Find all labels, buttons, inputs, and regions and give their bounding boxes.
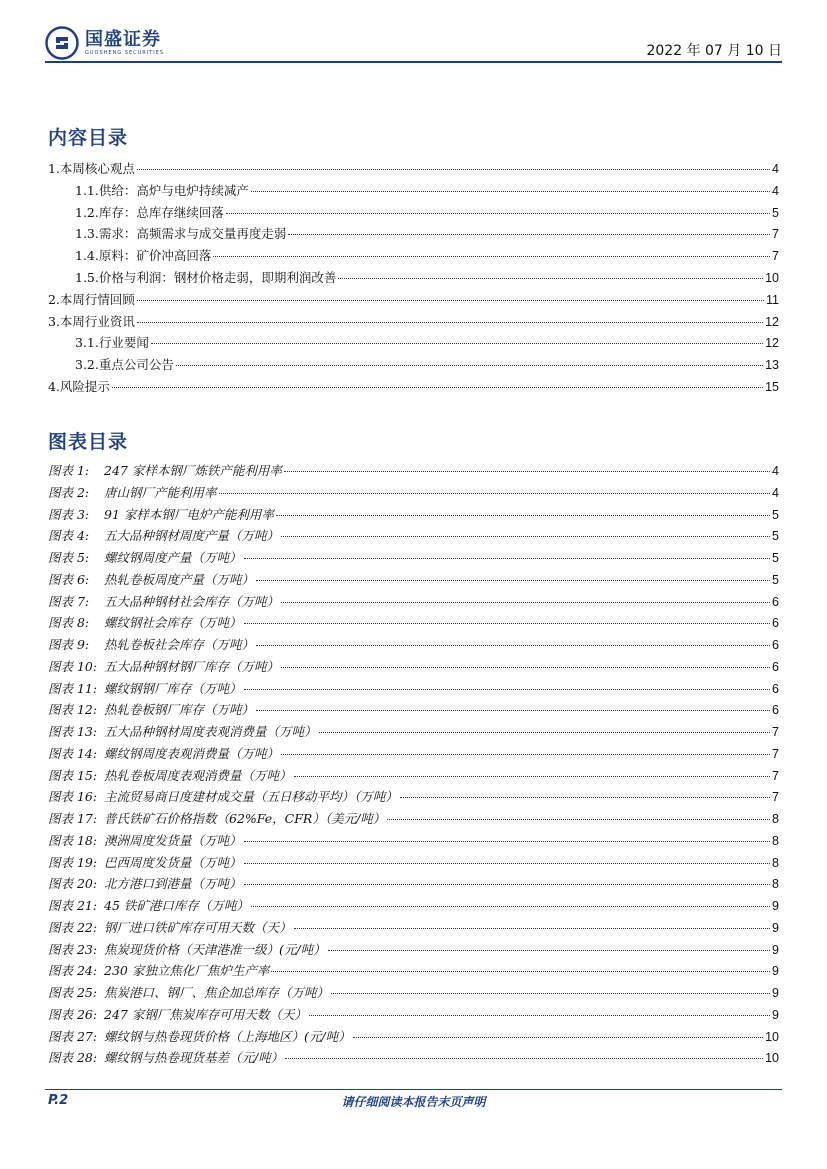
figure-item-text: 螺纹钢钢厂库存（万吨）	[104, 680, 242, 696]
toc-item[interactable]	[48, 290, 779, 312]
leader-dots	[288, 234, 770, 235]
figure-list	[48, 461, 779, 1070]
figure-item-label: 图表 7:	[48, 593, 90, 609]
toc-item-text: 1.本周核心观点	[48, 161, 135, 176]
figure-item-page: 9	[772, 899, 779, 913]
figure-item[interactable]	[48, 1005, 779, 1027]
toc-item-page: 11	[766, 292, 779, 307]
page-header	[45, 22, 782, 62]
toc-item-text: 1.4.原料：矿价冲高回落	[75, 248, 212, 264]
figure-item-page: 6	[772, 594, 779, 609]
leader-dots	[281, 602, 770, 603]
figure-item[interactable]	[48, 896, 779, 918]
figure-item[interactable]	[48, 635, 779, 657]
figure-item-text: 螺纹钢社会库存（万吨）	[104, 615, 242, 631]
toc-item[interactable]	[48, 159, 779, 181]
toc-item-text: 4.风险提示	[48, 378, 110, 394]
toc-item[interactable]	[48, 203, 779, 225]
company-name: 国盛证券	[85, 29, 161, 50]
figure-item[interactable]	[48, 505, 779, 527]
figure-item-label: 图表 2:	[48, 484, 90, 500]
figure-item[interactable]	[48, 983, 779, 1005]
leader-dots	[251, 906, 770, 907]
leader-dots	[244, 863, 771, 864]
figure-item-text: 焦炭港口、钢厂、焦企加总库存（万吨）	[104, 985, 330, 1000]
figure-item[interactable]	[48, 592, 779, 614]
figure-item-label: 图表 13:	[48, 724, 98, 739]
toc-item-text: 2.本周行情回顾	[48, 291, 135, 307]
toc-item[interactable]	[48, 268, 779, 290]
figure-item-text: 五大品种钢材周度产量（万吨）	[104, 528, 280, 544]
toc-item-text: 3.1.行业要闻	[75, 335, 149, 351]
company-subtitle: GUOSHENG SECURITIES	[85, 50, 165, 56]
figure-item-page: 7	[772, 746, 779, 761]
figure-item-label: 图表 23:	[48, 941, 98, 957]
toc-item-page: 7	[772, 227, 779, 242]
toc-item-text: 1.5.价格与利润：钢材价格走弱，即期利润改善	[75, 269, 337, 285]
leader-dots	[244, 841, 771, 842]
figure-item-text: 巴西周度发货量（万吨）	[104, 854, 242, 870]
figure-item[interactable]	[48, 918, 779, 940]
figure-item-label: 图表 1:	[48, 463, 90, 478]
toc-item[interactable]	[48, 333, 779, 355]
figure-item-label: 图表 25:	[48, 985, 98, 1000]
figure-item[interactable]	[48, 526, 779, 548]
leader-dots	[244, 623, 771, 624]
toc-item-page: 7	[772, 249, 779, 264]
leader-dots	[137, 169, 770, 170]
figure-item-text: 螺纹钢周度产量（万吨）	[104, 550, 242, 565]
figure-item-page: 7	[772, 725, 779, 739]
figure-item-text: 螺纹钢与热卷现货基差（元/吨）	[104, 1050, 284, 1066]
figure-item-label: 图表 19:	[48, 854, 98, 870]
figure-item[interactable]	[48, 679, 779, 701]
figure-item-page: 10	[765, 1029, 779, 1044]
leader-dots	[256, 710, 770, 711]
figure-item-page: 9	[772, 1007, 779, 1022]
figure-item-text: 230 家独立焦化厂焦炉生产率	[104, 963, 270, 979]
leader-dots	[281, 754, 770, 755]
figure-item-text: 247 家样本钢厂炼铁产能利用率	[104, 463, 282, 478]
figure-item-page: 7	[772, 768, 779, 783]
figure-item-page: 6	[772, 659, 779, 674]
toc-item-text: 1.1.供给：高炉与电炉持续减产	[75, 182, 249, 198]
figure-item-label: 图表 8:	[48, 615, 90, 631]
leader-dots	[331, 993, 770, 994]
figure-item[interactable]	[48, 853, 779, 875]
leader-dots	[309, 1015, 770, 1016]
toc-item-text: 3.2.重点公司公告	[75, 357, 174, 373]
leader-dots	[226, 213, 770, 214]
toc-item[interactable]	[48, 246, 779, 268]
figure-item-text: 91 家样本钢厂电炉产能利用率	[104, 506, 274, 522]
figure-item-page: 6	[772, 638, 779, 652]
leader-dots	[256, 645, 770, 646]
toc-item[interactable]	[48, 355, 779, 377]
leader-dots	[338, 278, 763, 279]
figure-item-text: 热轧卷板周度产量（万吨）	[104, 571, 255, 587]
figure-item-page: 9	[772, 986, 779, 1000]
figure-item-text: 247 家钢厂焦炭库存可用天数（天）	[104, 1006, 307, 1022]
figure-item[interactable]	[48, 700, 779, 722]
toc-item-page: 15	[765, 379, 779, 394]
leader-dots	[400, 797, 770, 798]
leader-dots	[112, 387, 763, 388]
toc-item-page: 12	[765, 314, 779, 329]
figure-item-text: 45 铁矿港口库存（万吨）	[104, 898, 249, 913]
figure-item[interactable]	[48, 570, 779, 592]
figure-item-text: 螺纹钢周度表观消费量（万吨）	[104, 745, 280, 761]
figure-item-text: 唐山钢厂产能利用率	[104, 484, 217, 500]
figure-item[interactable]	[48, 483, 779, 505]
leader-dots	[244, 558, 771, 559]
figure-item-text: 普氏铁矿石价格指数（62%Fe，CFR）（美元/吨）	[104, 811, 386, 826]
figure-item-text: 热轧卷板钢厂库存（万吨）	[104, 702, 255, 718]
figure-item-page: 6	[772, 703, 779, 718]
figure-item-page: 8	[772, 877, 779, 892]
header-divider	[45, 61, 782, 63]
figure-item[interactable]	[48, 831, 779, 853]
figure-item-page: 5	[772, 551, 779, 565]
figure-item[interactable]	[48, 766, 779, 788]
figure-item-page: 5	[772, 507, 779, 522]
figure-item-label: 图表 24:	[48, 963, 98, 979]
leader-dots	[176, 365, 763, 366]
toc-item[interactable]	[48, 312, 779, 334]
footer-divider	[45, 1089, 782, 1090]
figure-item-page: 7	[772, 790, 779, 805]
leader-dots	[285, 1058, 763, 1059]
figure-item[interactable]	[48, 548, 779, 570]
figure-item-label: 图表 15:	[48, 767, 98, 783]
leader-dots	[251, 191, 770, 192]
figure-item[interactable]	[48, 961, 779, 983]
leader-dots	[137, 300, 764, 301]
leader-dots	[328, 950, 770, 951]
disclaimer: 请仔细阅读本报告末页声明	[341, 1095, 486, 1109]
figure-item-label: 图表 9:	[48, 637, 90, 652]
figure-item-page: 9	[772, 942, 779, 957]
figure-item-text: 焦炭现货价格（天津港准一级）(元/吨）	[104, 941, 326, 957]
figure-item-page: 8	[772, 833, 779, 848]
figure-item[interactable]	[48, 613, 779, 635]
report-date: 2022 年 07 月 10 日	[646, 43, 782, 59]
toc-item-page: 4	[772, 162, 779, 176]
leader-dots	[281, 536, 770, 537]
figure-item-page: 4	[772, 485, 779, 500]
figure-item-page: 6	[772, 616, 779, 631]
figure-item-label: 图表 22:	[48, 919, 98, 935]
figure-item[interactable]	[48, 744, 779, 766]
figure-item-text: 五大品种钢材周度表观消费量（万吨）	[104, 724, 317, 739]
leader-dots	[219, 493, 771, 494]
figure-item[interactable]	[48, 722, 779, 744]
figure-item-label: 图表 20:	[48, 876, 98, 892]
leader-dots	[353, 1037, 764, 1038]
leader-dots	[151, 343, 763, 344]
toc-item-page: 10	[765, 270, 779, 285]
leader-dots	[271, 971, 770, 972]
figure-item-label: 图表 14:	[48, 745, 98, 761]
leader-dots	[213, 256, 770, 257]
figure-item-text: 五大品种钢材钢厂库存（万吨）	[104, 658, 280, 674]
figure-item-page: 4	[772, 464, 779, 478]
toc-item[interactable]	[48, 181, 779, 203]
company-logo	[45, 26, 164, 60]
logo-icon	[45, 26, 79, 60]
figure-item-text: 五大品种钢材社会库存（万吨）	[104, 593, 280, 609]
figure-item[interactable]	[48, 461, 779, 483]
figure-item-text: 热轧卷板周度表观消费量（万吨）	[104, 767, 292, 783]
figure-item[interactable]	[48, 1048, 779, 1070]
figure-item[interactable]	[48, 1027, 779, 1049]
figure-item-label: 图表 16:	[48, 789, 98, 805]
figure-item-text: 热轧卷板社会库存（万吨）	[104, 637, 255, 652]
toc-item[interactable]	[48, 224, 779, 246]
leader-dots	[244, 884, 771, 885]
figure-item[interactable]	[48, 940, 779, 962]
figure-item-label: 图表 26:	[48, 1006, 98, 1022]
figure-item[interactable]	[48, 874, 779, 896]
toc-item-text: 1.2.库存：总库存继续回落	[75, 204, 224, 220]
figure-item-page: 8	[772, 812, 779, 826]
page-number: P.2	[48, 1093, 69, 1108]
figure-item-label: 图表 21:	[48, 898, 98, 913]
figure-item-label: 图表 27:	[48, 1028, 98, 1044]
figure-item-text: 螺纹钢与热卷现货价格（上海地区）(元/吨）	[104, 1028, 351, 1044]
figure-item[interactable]	[48, 809, 779, 831]
figure-item-label: 图表 28:	[48, 1050, 98, 1066]
leader-dots	[387, 819, 770, 820]
leader-dots	[319, 732, 771, 733]
figure-item-page: 9	[772, 920, 779, 935]
figure-item-text: 主流贸易商日度建材成交量（五日移动平均）（万吨）	[104, 789, 398, 805]
toc-item-page: 4	[772, 183, 779, 198]
figure-item-label: 图表 10:	[48, 658, 98, 674]
figure-item-text: 澳洲周度发货量（万吨）	[104, 832, 242, 848]
figure-item-page: 9	[772, 964, 779, 979]
figure-list-title: 图表目录	[48, 431, 129, 453]
figure-item-page: 6	[772, 681, 779, 696]
leader-dots	[281, 667, 770, 668]
toc-item[interactable]	[48, 377, 779, 399]
figure-item-label: 图表 3:	[48, 506, 90, 522]
figure-item-label: 图表 4:	[48, 528, 90, 544]
toc-item-page: 13	[765, 358, 779, 373]
leader-dots	[294, 928, 771, 929]
toc-item-text: 3.本周行业资讯	[48, 313, 135, 329]
leader-dots	[256, 580, 770, 581]
figure-item-label: 图表 17:	[48, 811, 98, 826]
leader-dots	[284, 471, 770, 472]
figure-item-page: 5	[772, 572, 779, 587]
figure-item[interactable]	[48, 657, 779, 679]
figure-item-label: 图表 5:	[48, 550, 90, 565]
figure-item-text: 钢厂进口铁矿库存可用天数（天）	[104, 919, 292, 935]
leader-dots	[276, 515, 770, 516]
figure-item-page: 10	[765, 1051, 779, 1066]
toc-item-page: 12	[765, 336, 779, 351]
leader-dots	[244, 689, 771, 690]
figure-item-page: 5	[772, 529, 779, 544]
figure-item-label: 图表 18:	[48, 832, 98, 848]
toc-title: 内容目录	[48, 127, 129, 149]
toc-list	[48, 159, 779, 399]
figure-item-label: 图表 11:	[48, 680, 98, 696]
figure-item-label: 图表 6:	[48, 571, 90, 587]
figure-item-label: 图表 12:	[48, 702, 98, 718]
figure-item-page: 8	[772, 855, 779, 870]
leader-dots	[294, 776, 771, 777]
figure-item[interactable]	[48, 787, 779, 809]
toc-item-page: 5	[772, 205, 779, 220]
toc-item-text: 1.3.需求：高频需求与成交量再度走弱	[75, 226, 287, 242]
figure-item-text: 北方港口到港量（万吨）	[104, 876, 242, 892]
leader-dots	[137, 322, 763, 323]
